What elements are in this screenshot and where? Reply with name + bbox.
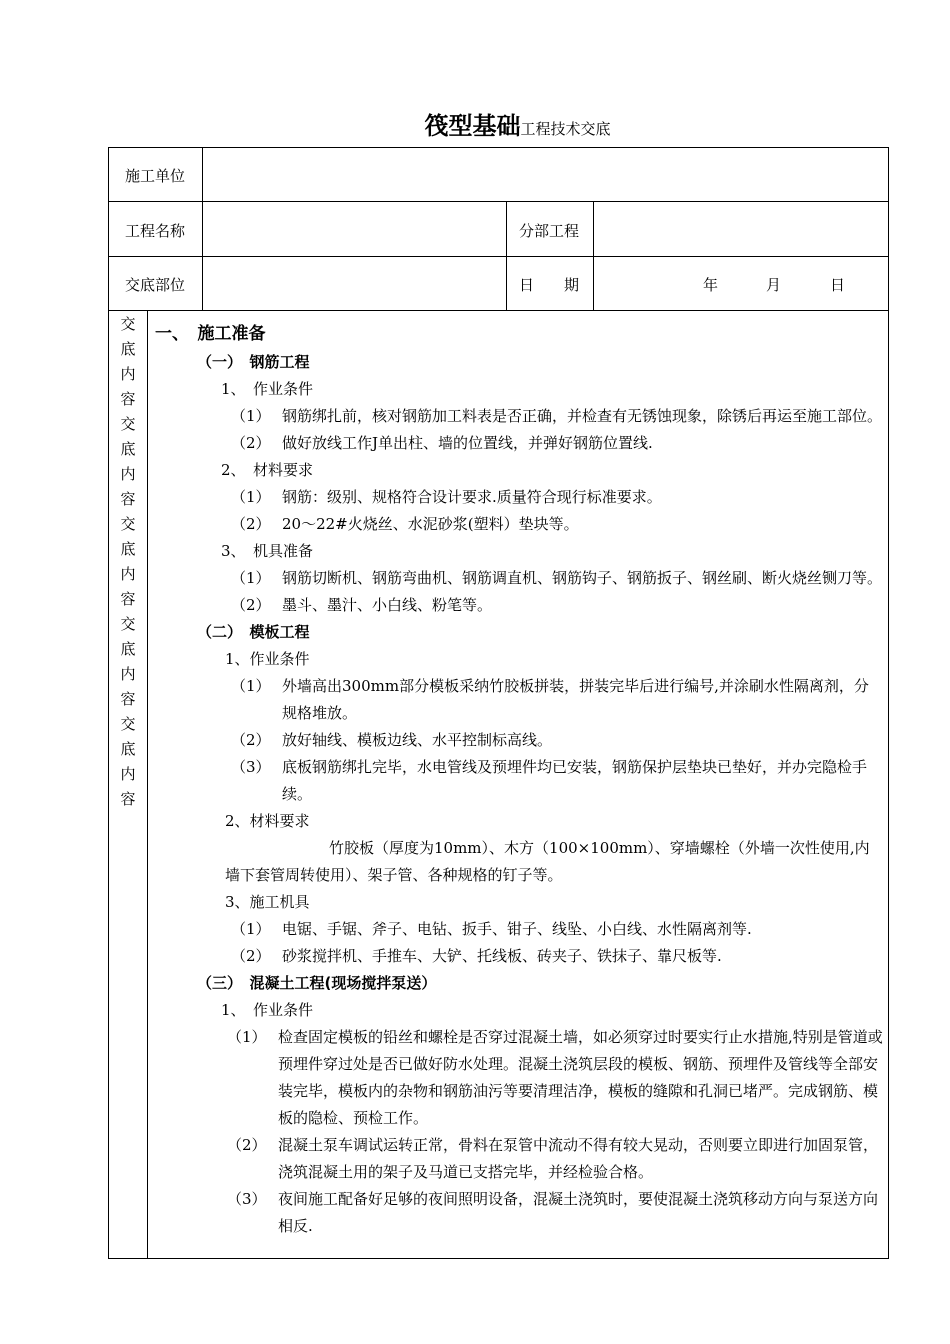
concrete-heading: （三） 混凝土工程(现场搅拌泵送） [197,974,437,992]
item-number: （2） [231,731,271,749]
list-item [155,430,883,457]
side-char: 容 [120,790,136,808]
title-suffix: 工程技术交底 [520,120,611,138]
side-char: 底 [120,640,136,658]
date-label: 日 期 [519,276,580,294]
side-char: 底 [120,540,136,558]
item-text: 墨斗、墨汁、小白线、粉笔等。 [282,596,493,614]
formwork-materials-text: 竹胶板（厚度为10mm）、木方（100×100mm）、穿墙螺栓（外墙一次性使用,内墙下套管周转使用）、架子管、各种规格的钉子等。 [225,839,870,884]
side-char: 内 [120,765,136,783]
concrete-conditions-heading: 1、 作业条件 [221,1001,314,1019]
section-heading: 一、 施工准备 [155,324,266,344]
item-text: 20～22#火烧丝、水泥砂浆(塑料）垫块等。 [282,515,579,533]
item-text: 砂浆搅拌机、手推车、大铲、托线板、砖夹子、铁抹子、靠尺板等. [282,947,722,965]
list-item [155,511,883,538]
row-divider [109,256,888,257]
date-year: 年 [703,276,719,294]
item-number: （1） [231,569,271,587]
formwork-heading: （二） 模板工程 [197,623,310,641]
side-char: 底 [120,740,136,758]
item-number: （1） [231,488,271,506]
side-char: 内 [120,565,136,583]
item-number: （1） [231,407,271,425]
disclosure-part-label: 交底部位 [125,276,186,294]
item-number: （1） [227,1028,267,1046]
side-char: 容 [120,390,136,408]
side-char: 内 [120,665,136,683]
col-divider [593,201,594,311]
item-number: （1） [231,677,271,695]
list-item [155,565,883,592]
formwork-tools-heading: 3、施工机具 [225,893,310,911]
item-text: 检查固定模板的铅丝和螺栓是否穿过混凝土墙，如必须穿过时要实行止水措施,特别是管道或预埋件穿过处是否已做好防水处理。混凝土浇筑层段的模板、钢筋、预埋件及管线等全部安装完毕，模板内的杂物和钢筋油污等要清理洁净，模板的缝隙和孔洞已堵严。完成钢筋、模板的隐检、预检工作。 [278,1028,883,1127]
item-number: （3） [227,1190,267,1208]
item-text: 电锯、手锯、斧子、电钻、扳手、钳子、线坠、小白线、水性隔离剂等. [282,920,752,938]
date-month: 月 [766,276,782,294]
list-item [155,1186,883,1240]
rebar-heading: （一） 钢筋工程 [197,353,310,371]
col-divider [202,148,203,311]
list-item [155,754,883,808]
list-item [155,916,883,943]
item-text: 夜间施工配备好足够的夜间照明设备，混凝土浇筑时，要使混凝土浇筑移动方向与泵送方向相反. [278,1190,879,1235]
side-char: 交 [120,715,136,733]
side-label [109,312,147,812]
list-item [155,727,883,754]
item-number: （2） [227,1136,267,1154]
row-divider [109,201,888,202]
item-text: 外墙高出300mm部分模板采纳竹胶板拼装，拼装完毕后进行编号,并涂刷水性隔离剂，分规格堆放。 [282,677,869,722]
item-number: （1） [231,920,271,938]
side-char: 底 [120,440,136,458]
side-char: 容 [120,690,136,708]
item-number: （3） [231,758,271,776]
sub-project-label: 分部工程 [519,222,580,240]
item-number: （2） [231,596,271,614]
rebar-materials-heading: 2、 材料要求 [221,461,314,479]
list-item [155,403,883,430]
date-day: 日 [830,276,846,294]
formwork-materials-heading: 2、材料要求 [225,812,310,830]
rebar-conditions-heading: 1、 作业条件 [221,380,314,398]
list-item [155,1024,883,1132]
item-text: 钢筋切断机、钢筋弯曲机、钢筋调直机、钢筋钩子、钢筋扳子、钢丝刷、断火烧丝铡刀等。 [282,569,883,587]
side-char: 交 [120,615,136,633]
item-text: 底板钢筋绑扎完毕，水电管线及预埋件均已安装，钢筋保护层垫块已垫好，并办完隐检手续。 [282,758,868,803]
document-title [0,106,950,141]
disclosure-table [108,147,889,1259]
list-item [155,673,883,727]
item-text: 做好放线工作J单出柱、墙的位置线，并弹好钢筋位置线. [282,434,653,452]
list-item [155,943,883,970]
item-text: 钢筋绑扎前，核对钢筋加工料表是否正确，并检查有无锈蚀现象，除锈后再运至施工部位。 [282,407,883,425]
item-number: （2） [231,515,271,533]
list-item [155,484,883,511]
rebar-tools-heading: 3、 机具准备 [221,542,314,560]
side-char: 底 [120,340,136,358]
item-text: 放好轴线、模板边线、水平控制标高线。 [282,731,553,749]
col-divider [506,201,507,311]
item-text: 混凝土泵车调试运转正常，骨料在泵管中流动不得有较大晃动，否则要立即进行加固泵管，浇筑混凝土用的架子及马道已支搭完毕，并经检验合格。 [278,1136,879,1181]
side-char: 内 [120,365,136,383]
side-char: 交 [120,415,136,433]
item-text: 钢筋：级别、规格符合设计要求.质量符合现行标准要求。 [282,488,662,506]
title-main: 筏型基础 [424,112,521,140]
side-char: 内 [120,465,136,483]
side-char: 交 [120,315,136,333]
disclosure-content [155,319,883,1240]
list-item [155,592,883,619]
side-char: 交 [120,515,136,533]
list-item [155,1132,883,1186]
row-divider [109,310,888,311]
item-number: （2） [231,434,271,452]
project-name-label: 工程名称 [125,222,186,240]
col-divider [147,310,148,1259]
formwork-conditions-heading: 1、作业条件 [225,650,310,668]
construction-unit-label: 施工单位 [125,167,186,185]
side-char: 容 [120,490,136,508]
item-number: （2） [231,947,271,965]
side-char: 容 [120,590,136,608]
